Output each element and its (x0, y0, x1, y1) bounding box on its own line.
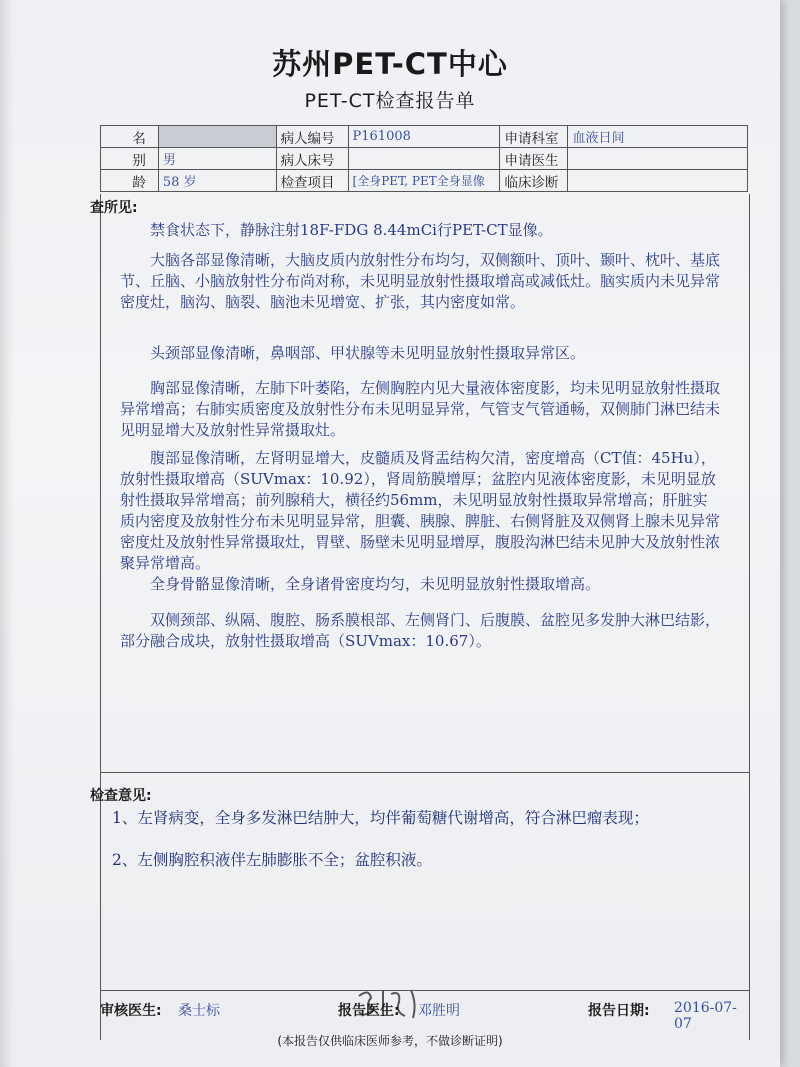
report-date-value: 2016-07-07 (674, 1000, 737, 1032)
findings-label: 查所见: (90, 200, 138, 216)
findings-paragraph: 双侧颈部、纵隔、腹腔、肠系膜根部、左侧肾门、后腹膜、盆腔见多发肿大淋巴结影，部分融合成块，放射性摄取增高（SUVmax：10.67）。 (120, 611, 721, 650)
gender-value: 男 (158, 148, 276, 170)
doctor-value (568, 148, 748, 170)
age-value: 58 岁 (158, 170, 276, 192)
findings-paragraph: 全身骨骼显像清晰，全身诸骨密度均匀，未见明显放射性摄取增高。 (150, 575, 601, 593)
reporter-label: 报告医生: (338, 1003, 400, 1019)
bed-label: 病人床号 (276, 148, 348, 170)
diagnosis-value (568, 170, 748, 192)
name-label: 名 (101, 126, 159, 148)
report-date-label: 报告日期: (588, 1003, 650, 1019)
findings-paragraph: 胸部显像清晰，左肺下叶萎陷，左侧胸腔内见大量液体密度影，均未见明显放射性摄取异常增高；右肺实质密度及放射性分布未见明显异常，气管支气管通畅，双侧肺门淋巴结未见明显增大及放射性异常摄取灶。 (120, 379, 721, 439)
opinion-item: 1、左肾病变，全身多发淋巴结肿大，均伴葡萄糖代谢增高，符合淋巴瘤表现； (112, 809, 649, 827)
report-title: 苏州PET-CT中心 (272, 47, 508, 81)
doctor-label: 申请医生 (500, 148, 568, 170)
bed-value (348, 148, 500, 170)
patient-id-label: 病人编号 (276, 126, 348, 148)
report-subtitle: PET-CT检查报告单 (304, 90, 476, 112)
dept-label: 申请科室 (500, 126, 568, 148)
dept-value: 血液日间 (568, 126, 748, 148)
gender-label: 别 (101, 148, 159, 170)
reporter-value: 邓胜明 (418, 1003, 460, 1019)
section-divider (100, 772, 749, 773)
name-value-redacted (158, 126, 276, 148)
exam-label: 检查项目 (276, 170, 348, 192)
opinion-item: 2、左侧胸腔积液伴左肺膨胀不全；盆腔积液。 (112, 851, 432, 869)
signature-row (100, 992, 748, 1032)
reviewer-label: 审核医生: (100, 1003, 162, 1019)
age-label: 龄 (101, 170, 159, 192)
patient-id-value: P161008 (348, 126, 500, 148)
exam-value: [全身PET, PET全身显像 (348, 170, 500, 192)
opinion-label: 检查意见: (90, 788, 152, 804)
findings-paragraph: 腹部显像清晰，左肾明显增大，皮髓质及肾盂结构欠清，密度增高（CT值：45Hu），放射性摄取增高（SUVmax：10.92），肾周筋膜增厚；盆腔内见液体密度影，未见明显放射性摄取异常增高；前列腺稍大，横径约56mm，未见明显放射性摄取异常增高；肝脏实质内密度及放射性分布未见明显异常，胆囊、胰腺、脾脏、右侧肾脏及双侧肾上腺未见异常密度灶及放射性异常摄取灶，胃壁、肠壁未见明显增厚，腹股沟淋巴结未见肿大及放射性浓聚异常增高。 (120, 449, 721, 572)
diagnosis-label: 临床诊断 (500, 170, 568, 192)
findings-paragraph: 大脑各部显像清晰，大脑皮质内放射性分布均匀，双侧额叶、顶叶、颞叶、枕叶、基底节、丘脑、小脑放射性分布尚对称，未见明显放射性摄取增高或减低灶。脑实质内未见异常密度灶，脑沟、脑裂、脑池未见增宽、扩张，其内密度如常。 (120, 251, 721, 311)
patient-info-table (100, 125, 748, 192)
reviewer-value: 桑士标 (178, 1003, 220, 1019)
findings-paragraph: 头颈部显像清晰，鼻咽部、甲状腺等未见明显放射性摄取异常区。 (150, 344, 586, 362)
page-fold-shadow (0, 0, 14, 1067)
disclaimer-note: (本报告仅供临床医师参考，不做诊断证明) (277, 1034, 503, 1048)
findings-paragraph: 禁食状态下，静脉注射18F-FDG 8.44mCi行PET-CT显像。 (150, 221, 553, 239)
